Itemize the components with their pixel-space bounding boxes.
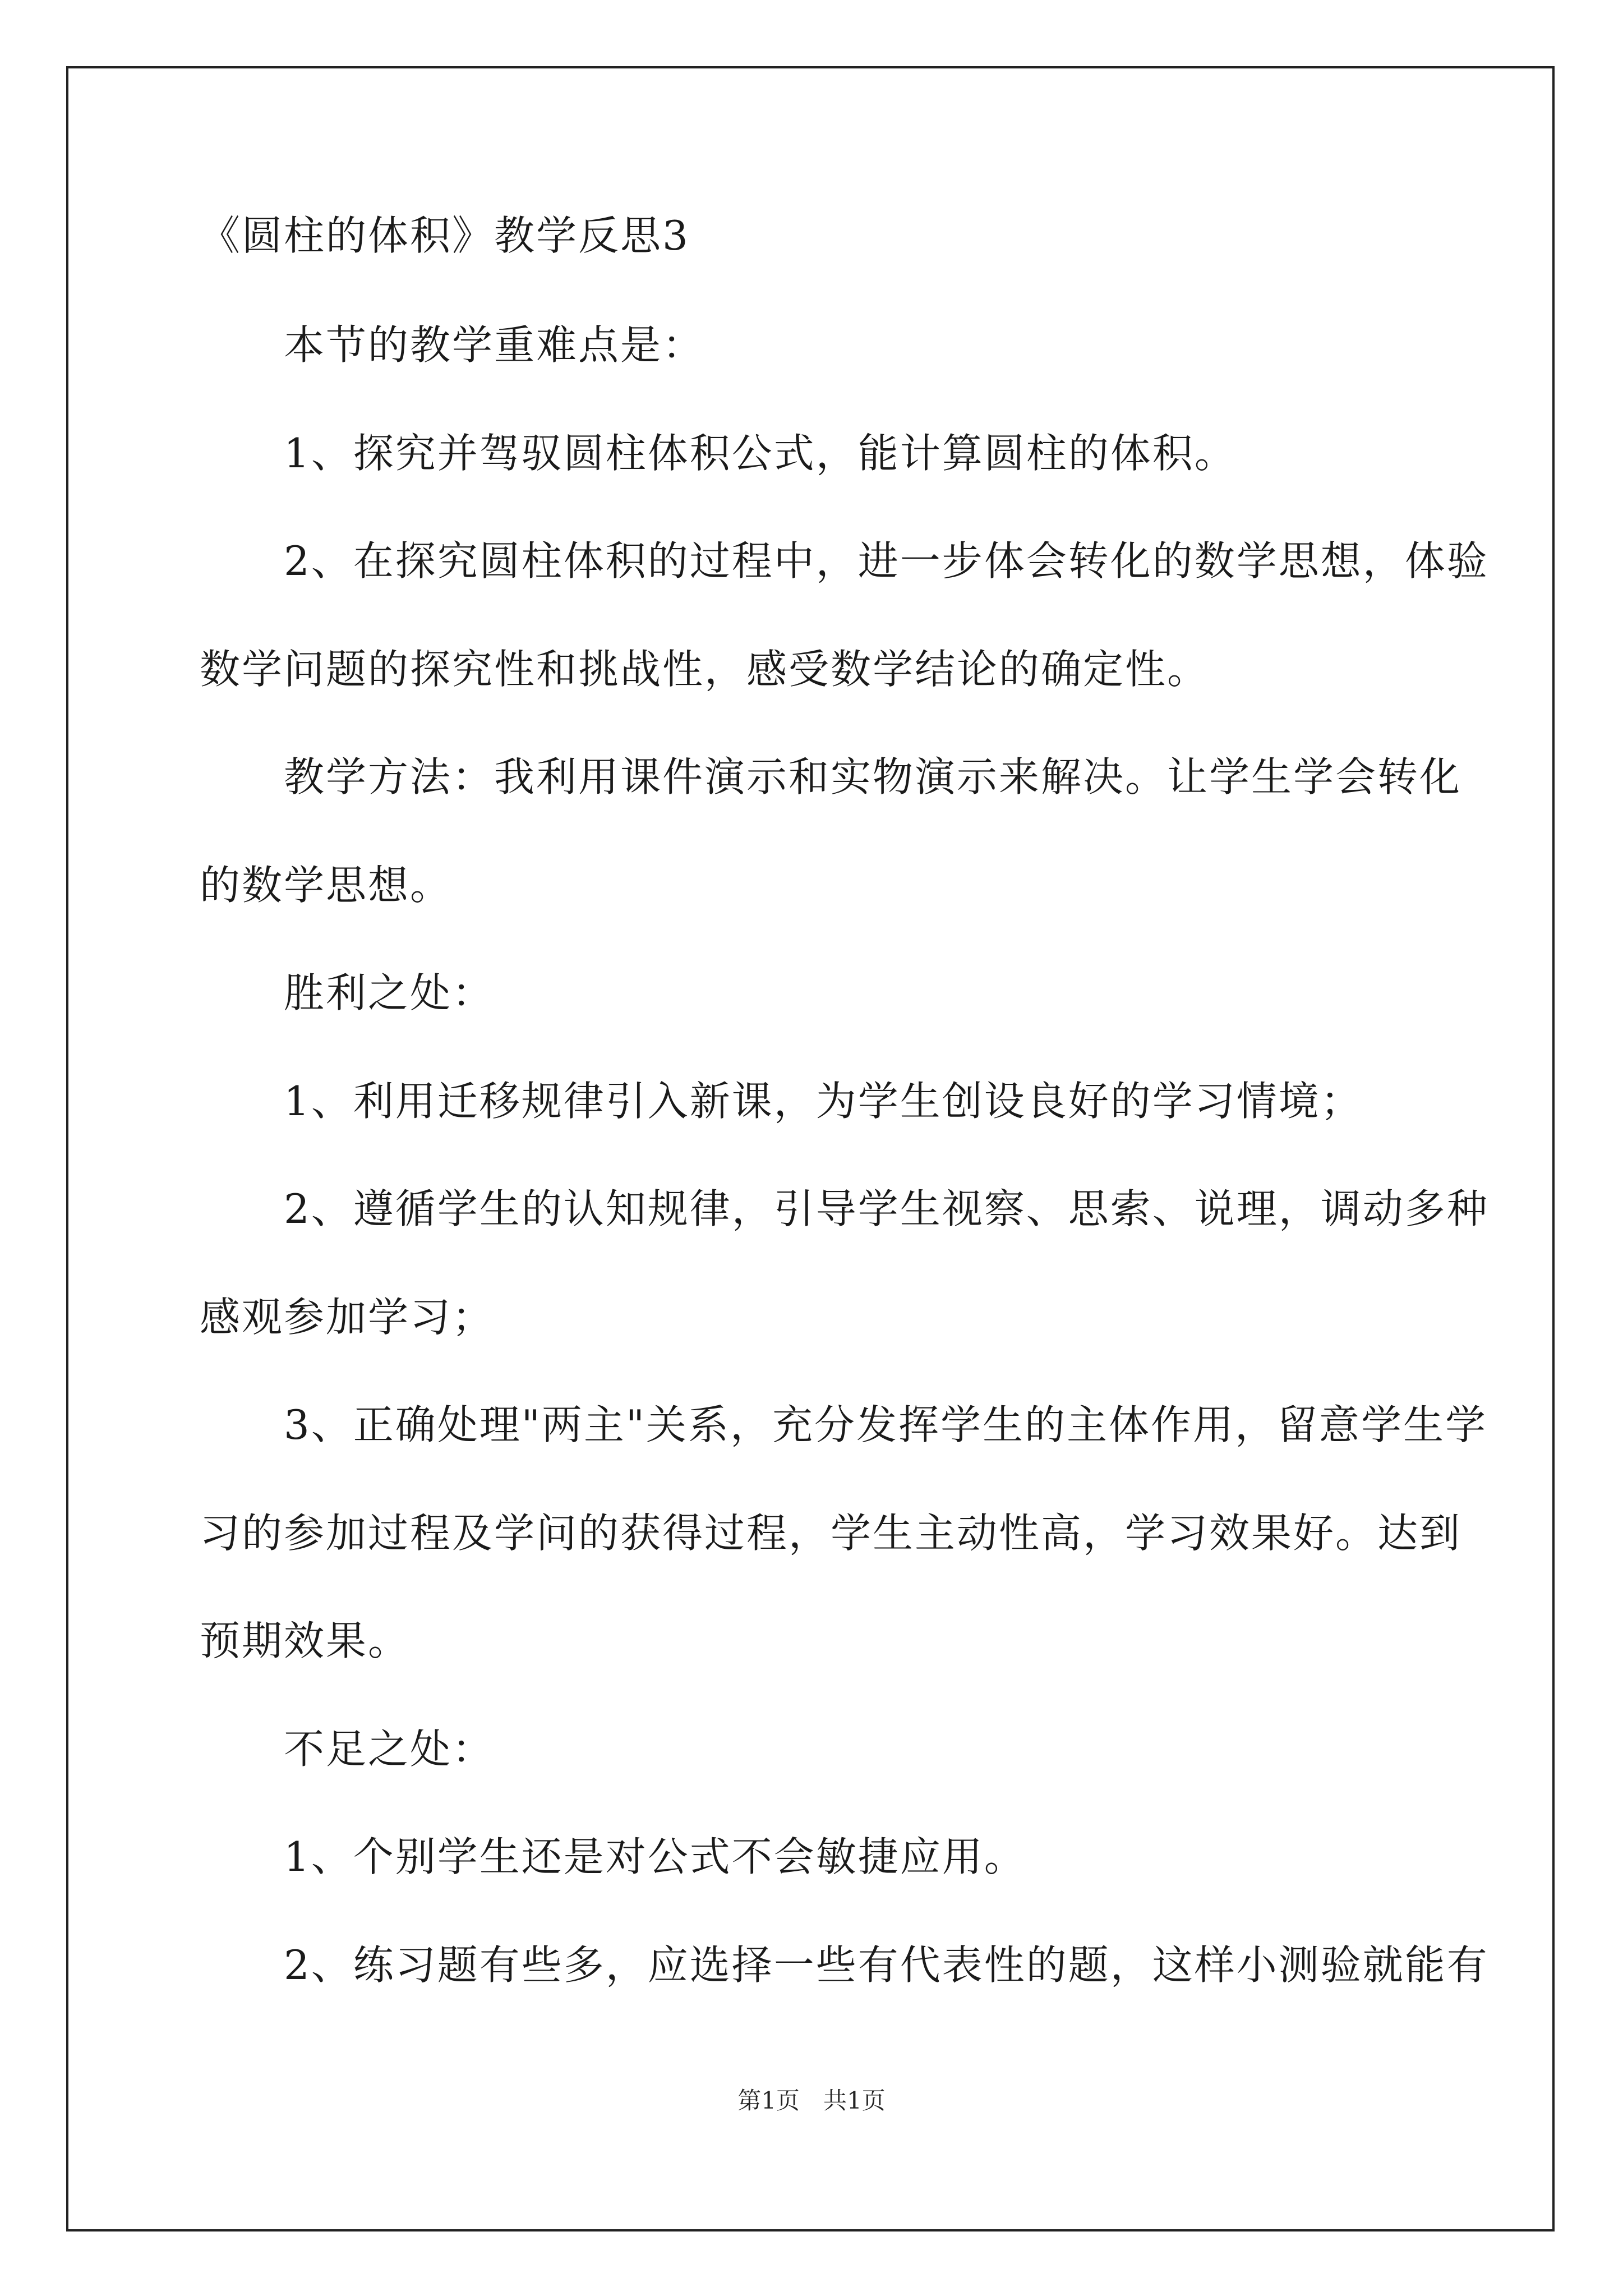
paragraph-line: 感观参加学习； — [200, 1294, 495, 1341]
paragraph-line: 1、探究并驾驭圆柱体积公式，能计算圆柱的体积。 — [284, 430, 1237, 477]
paragraph-line: 数学问题的探究性和挑战性，感受数学结论的确定性。 — [200, 646, 1210, 693]
paragraph-line: 习的参加过程及学问的获得过程，学生主动性高，学习效果好。达到 — [200, 1510, 1462, 1557]
paragraph-line: 教学方法：我利用课件演示和实物演示来解决。让学生学会转化 — [284, 753, 1462, 800]
page-border — [66, 66, 1555, 2231]
paragraph-line: 1、个别学生还是对公式不会敏捷应用。 — [284, 1833, 1026, 1880]
paragraph-line: 本节的教学重难点是： — [284, 321, 705, 369]
paragraph-line: 2、练习题有些多，应选择一些有代表性的题，这样小测验就能有 — [284, 1941, 1489, 1989]
paragraph-line: 1、利用迁移规律引入新课，为学生创设良好的学习情境； — [284, 1078, 1363, 1125]
page-footer: 第1页 共1页 — [737, 2087, 886, 2114]
paragraph-line: 2、遵循学生的认知规律，引导学生视察、思索、说理，调动多种 — [284, 1185, 1489, 1232]
paragraph-line: 的数学思想。 — [200, 862, 453, 909]
document-title: 《圆柱的体积》教学反思3 — [200, 212, 690, 259]
paragraph-line: 预期效果。 — [200, 1617, 411, 1664]
paragraph-line: 3、正确处理"两主"关系，充分发挥学生的主体作用，留意学生学 — [284, 1401, 1488, 1448]
paragraph-line: 2、在探究圆柱体积的过程中，进一步体会转化的数学思想，体验 — [284, 537, 1489, 585]
paragraph-line: 胜利之处： — [284, 969, 495, 1016]
paragraph-line: 不足之处： — [284, 1726, 495, 1773]
